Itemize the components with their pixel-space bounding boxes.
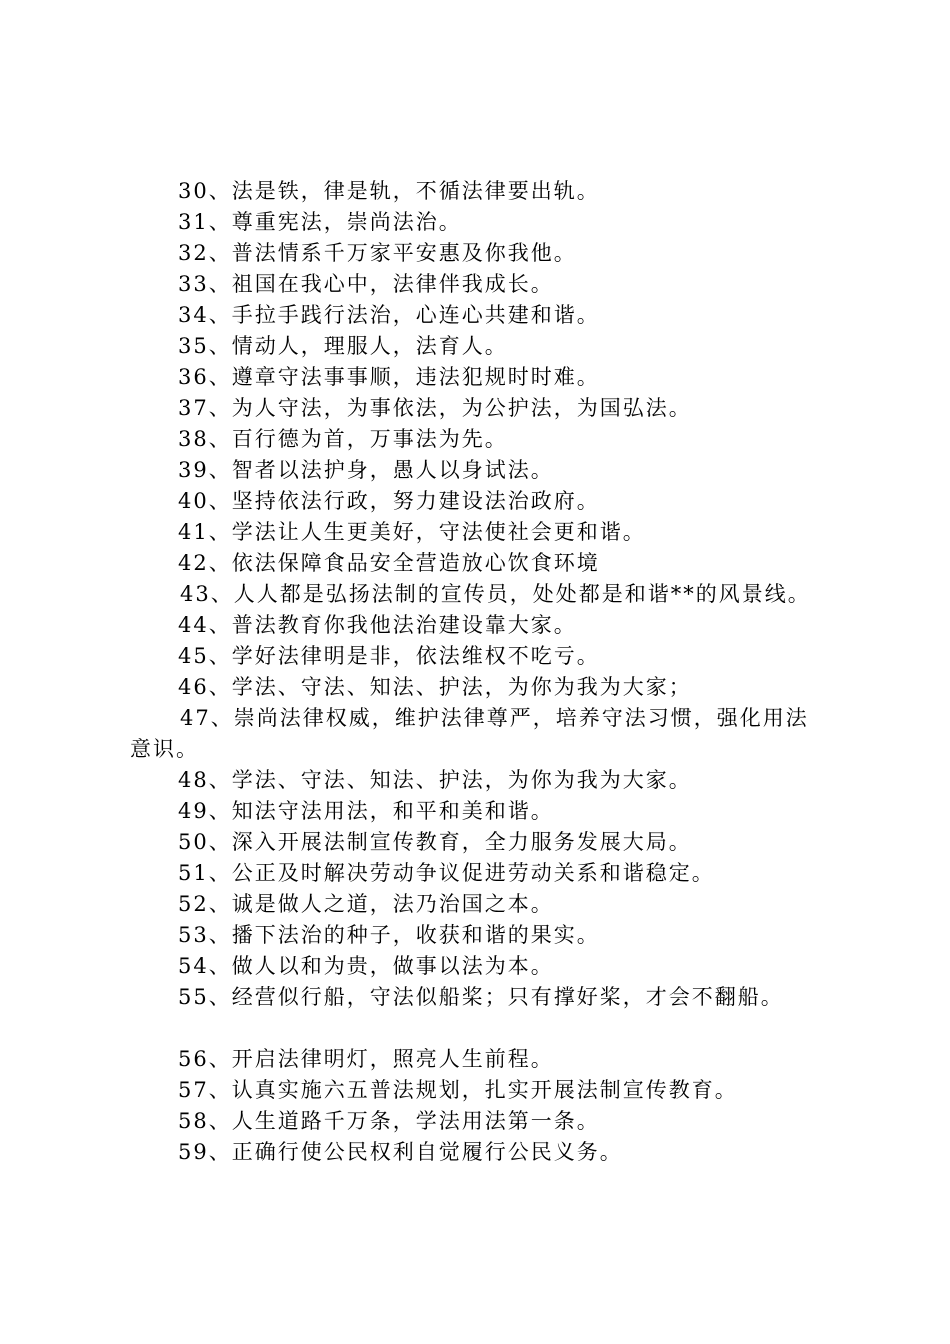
slogan-line-40: 40、坚持依法行政，努力建设法治政府。 [178,489,600,513]
slogan-line-32: 32、普法情系千万家平安惠及你我他。 [178,241,577,265]
slogan-line-52: 52、诚是做人之道，法乃治国之本。 [178,892,554,916]
slogan-line-48: 48、学法、守法、知法、护法，为你为我为大家。 [178,768,692,792]
slogan-list [130,176,830,1168]
slogan-line-51: 51、公正及时解决劳动争议促进劳动关系和谐稳定。 [178,861,715,885]
slogan-line-45: 45、学好法律明是非，依法维权不吃亏。 [178,644,600,668]
slogan-line-55: 55、经营似行船，守法似船桨；只有撑好桨，才会不翻船。 [178,985,784,1009]
slogan-line-56: 56、开启法律明灯，照亮人生前程。 [178,1047,554,1071]
slogan-line-57: 57、认真实施六五普法规划，扎实开展法制宣传教育。 [178,1078,738,1102]
slogan-line-30: 30、法是铁，律是轨，不循法律要出轨。 [178,179,600,203]
slogan-line-38: 38、百行德为首，万事法为先。 [178,427,508,451]
slogan-line-34: 34、手拉手践行法治，心连心共建和谐。 [178,303,600,327]
slogan-line-46: 46、学法、守法、知法、护法，为你为我为大家； [178,675,692,699]
slogan-line-37: 37、为人守法，为事依法，为公护法，为国弘法。 [178,396,692,420]
slogan-line-59: 59、正确行使公民权利自觉履行公民义务。 [178,1140,623,1164]
slogan-line-36: 36、遵章守法事事顺，违法犯规时时难。 [178,365,600,389]
slogan-line-47: 47、崇尚法律权威，维护法律尊严，培养守法习惯，强化用法意识。 [130,706,809,761]
slogan-line-33: 33、祖国在我心中，法律伴我成长。 [178,272,554,296]
slogan-line-58: 58、人生道路千万条，学法用法第一条。 [178,1109,600,1133]
slogan-line-54: 54、做人以和为贵，做事以法为本。 [178,954,554,978]
slogan-line-43: 43、人人都是弘扬法制的宣传员，处处都是和谐**的风景线。 [180,582,811,606]
slogan-line-39: 39、智者以法护身，愚人以身试法。 [178,458,554,482]
slogan-line-50: 50、深入开展法制宣传教育，全力服务发展大局。 [178,830,692,854]
slogan-line-42: 42、依法保障食品安全营造放心饮食环境 [178,551,600,575]
slogan-line-49: 49、知法守法用法，和平和美和谐。 [178,799,554,823]
slogan-line-41: 41、学法让人生更美好，守法使社会更和谐。 [178,520,646,544]
slogan-line-31: 31、尊重宪法，崇尚法治。 [178,210,462,234]
slogan-line-35: 35、情动人，理服人，法育人。 [178,334,508,358]
slogan-line-53: 53、播下法治的种子，收获和谐的果实。 [178,923,600,947]
slogan-line-44: 44、普法教育你我他法治建设靠大家。 [178,613,577,637]
